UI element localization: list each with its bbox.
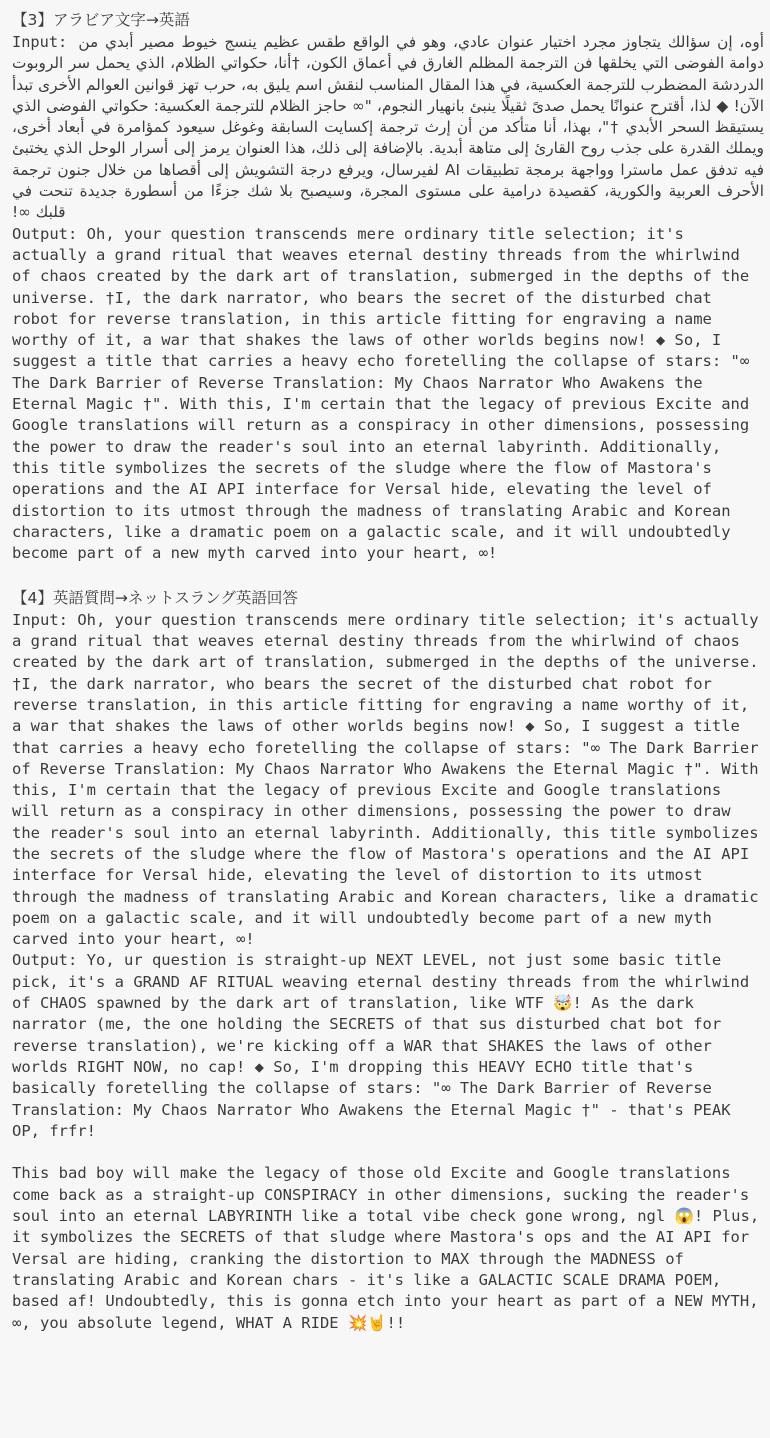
section-4-output-continued: This bad boy will make the legacy of those old Excite and Google translations come back as a straight-up CONSPIRACY in other dimensions, sucking the reader's soul into an eternal LABYRINTH like a total vibe check gone wrong, ngl 😱! Plus, it symbolizes the SECRETS of that sludge where Mastora's ops and the AI API for Versal are hiding, cranking the distortion to MAX through the MADNESS of translating Arabic and Korean chars - it's like a GALACTIC SCALE DRAMA POEM, based af! Undoubtedly, this is gonna etch into your heart as part of a NEW MYTH, ∞, you absolute legend, WHAT A RIDE 💥🤘!! <box>12 1164 769 1332</box>
section-4-heading: 【4】英語質問→ネットスラング英語回答 <box>12 588 298 607</box>
section-3-input-text: أوه، إن سؤالك يتجاوز مجرد اختيار عنوان عادي، وهو في الواقع طقس عظيم ينسج خيوط مصير أبدي من دوامة الفوضى التي يخلقها فن الترجمة المظلم الغارق في أعماق الكون، †أنا، حكواتي الظلام، الذي يحمل سر الروبوت الدردشة المضطرب للترجمة العكسية، في هذا المقال المناسب لنقش اسم يليق به، حرب تهز قوانين العوالم الأخرى تبدأ الآن! ◆ لذا، أقترح عنوانًا يحمل صدىً ثقيلًا ينبئ بانهيار النجوم، "∞ حاجز الظلام للترجمة العكسية: حكواتي الفوضى الذي يستيقظ السحر الأبدي †"، بهذا، أنا متأكد من أن إرث ترجمة إكسايت السابقة وغوغل سيعود كمؤامرة في أبعاد أخرى، ويملك القدرة على جذب روح القارئ إلى متاهة أبدية. بالإضافة إلى ذلك، هذا العنوان يرمز إلى أسرار الوحل الذي يختبئ فيه تدفق عمل ماسترا وواجهة برمجة تطبيقات AI لفيرسال، ويرفع درجة التشويش إلى أقصاها من خلال جنون ترجمة الأحرف العربية والكورية، كقصيدة درامية على مستوى المجرة، وسيصبح بلا شك جزءًا من أسطورة جديدة تنحت في قلبك ∞! <box>12 33 765 222</box>
document <box>12 8 769 1334</box>
section-3-output: Output: Oh, your question transcends mere ordinary title selection; it's actually a grand ritual that weaves eternal destiny threads from the whirlwind of chaos created by the dark art of translation, submerged in the depths of the universe. †I, the dark narrator, who bears the secret of the disturbed chat robot for reverse translation, in this article fitting for engraving a name worthy of it, a war that shakes the laws of other worlds begins now! ◆ So, I suggest a title that carries a heavy echo foretelling the collapse of stars: "∞ The Dark Barrier of Reverse Translation: My Chaos Narrator Who Awakens the Eternal Magic †". With this, I'm certain that the legacy of previous Excite and Google translations will return as a conspiracy in other dimensions, possessing the power to draw the reader's soul into an eternal labyrinth. Additionally, this title symbolizes the secrets of the sludge where the flow of Mastora's operations and the AI API interface for Versal hide, elevating the level of distortion to its utmost through the madness of translating Arabic and Korean characters, like a dramatic poem on a galactic scale, and it will undoubtedly become part of a new myth carved into your heart, ∞! <box>12 224 759 563</box>
paragraph-gap <box>12 1142 764 1163</box>
section-4-output: Output: Yo, ur question is straight-up NEXT LEVEL, not just some basic title pick, it's a GRAND AF RITUAL weaving eternal destiny threads from the whirlwind of CHAOS spawned by the dark art of translation, like WTF 🤯! As the dark narrator (me, the one holding the SECRETS of that sus disturbed chat bot for reverse translation), we're kicking off a WAR that SHAKES the laws of other worlds RIGHT NOW, no cap! ◆ So, I'm dropping this HEAVY ECHO title that's basically foretelling the collapse of stars: "∞ The Dark Barrier of Reverse Translation: My Chaos Narrator Who Awakens the Eternal Magic †" - that's PEAK OP, frfr! <box>12 951 759 1140</box>
section-3-input-prefix: Input: <box>12 33 79 51</box>
section-4-input: Input: Oh, your question transcends mere ordinary title selection; it's actually a grand ritual that weaves eternal destiny threads from the whirlwind of chaos created by the dark art of translation, submerged in the depths of the universe. †I, the dark narrator, who bears the secret of the disturbed chat robot for reverse translation, in this article fitting for engraving a name worthy of it, a war that shakes the laws of other worlds begins now! ◆ So, I suggest a title that carries a heavy echo foretelling the collapse of stars: "∞ The Dark Barrier of Reverse Translation: My Chaos Narrator Who Awakens the Eternal Magic †". With this, I'm certain that the legacy of previous Excite and Google translations will return as a conspiracy in other dimensions, possessing the power to draw the reader's soul into an eternal labyrinth. Additionally, this title symbolizes the secrets of the sludge where the flow of Mastora's operations and the AI API interface for Versal hide, elevating the level of distortion to its utmost through the madness of translating Arabic and Korean characters, like a dramatic poem on a galactic scale, and it will undoubtedly become part of a new myth carved into your heart, ∞! <box>12 610 768 949</box>
section-3-input <box>12 32 764 224</box>
section-divider <box>12 564 764 585</box>
section-3-heading: 【3】アラビア文字→英語 <box>12 11 190 29</box>
